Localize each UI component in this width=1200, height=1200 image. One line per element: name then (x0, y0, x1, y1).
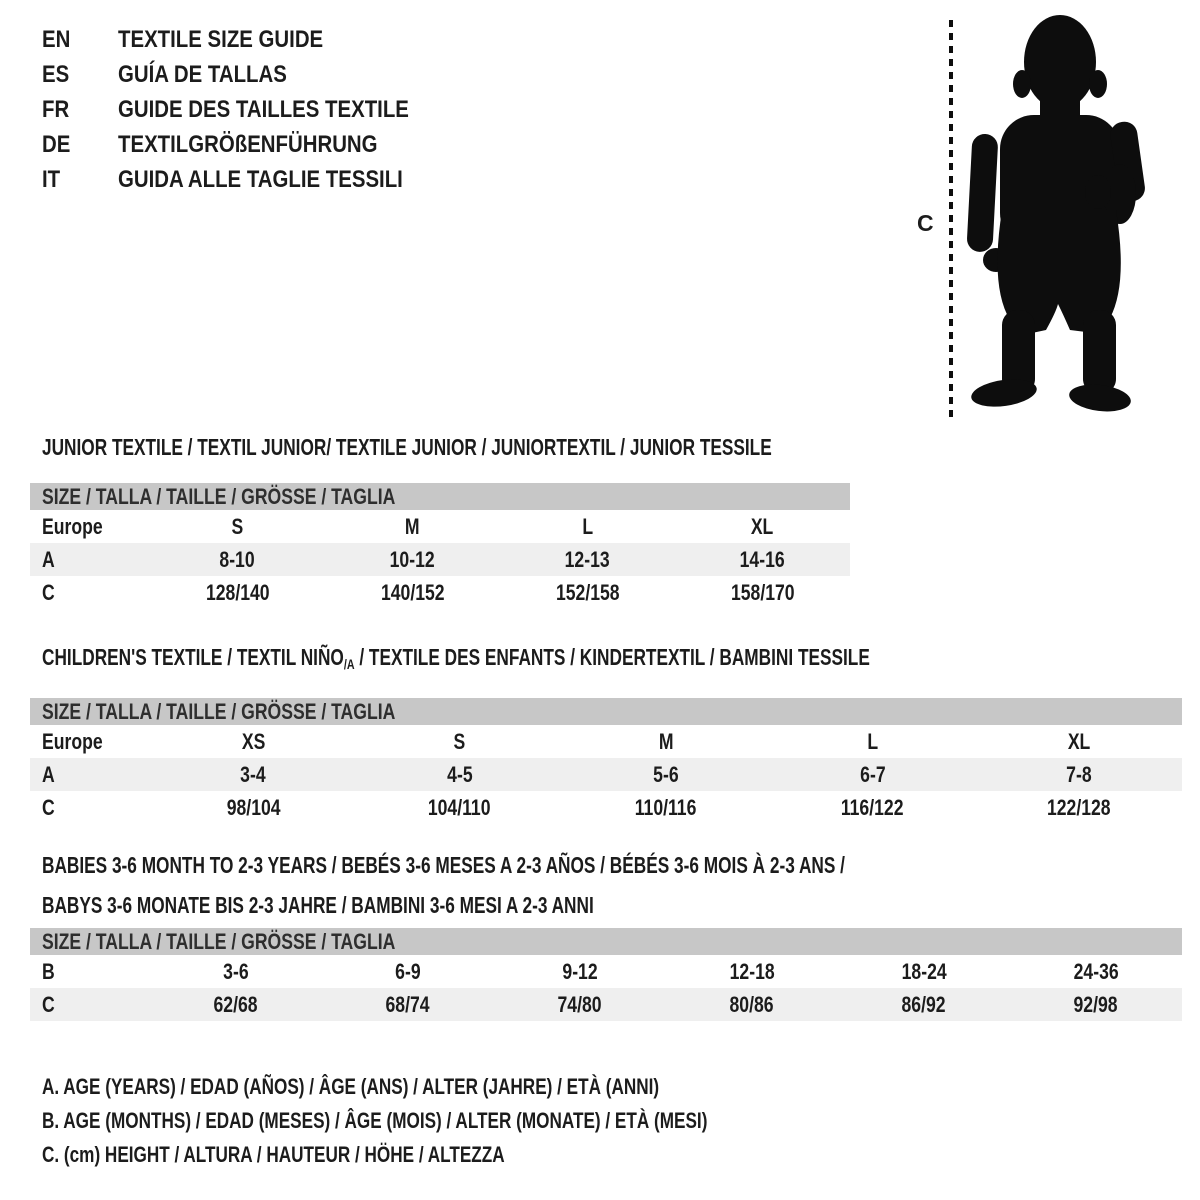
row-label: Europe (42, 728, 103, 754)
lang-code-fr: FR (42, 96, 70, 123)
toddler-silhouette (962, 12, 1147, 417)
table-cell: 12-13 (564, 547, 611, 572)
table-cell: 104/110 (428, 794, 491, 820)
table-cell: 110/116 (635, 794, 697, 820)
lang-row-de (42, 127, 460, 162)
table-cell: 3-6 (223, 959, 249, 984)
table-cell: 10-12 (389, 547, 436, 572)
table-row (30, 758, 1182, 791)
section-junior-title: JUNIOR TEXTILE / TEXTIL JUNIOR/ TEXTILE JUNIOR / JUNIORTEXTIL / JUNIOR TESSILE (42, 434, 772, 460)
table-cell: 4-5 (446, 761, 473, 787)
table-cell: 8-10 (219, 547, 256, 572)
table-cell: M (405, 514, 420, 539)
legend-line-b: B. AGE (MONTHS) / EDAD (MESES) / ÂGE (MOIS) / ALTER (MONATE) / ETÀ (MESI) (42, 1108, 708, 1133)
lang-label-es: GUÍA DE TALLAS (118, 61, 287, 88)
lang-row-en (42, 22, 460, 57)
table-row (30, 725, 1182, 758)
table-cell: XL (1067, 728, 1091, 754)
lang-label-it: GUIDA ALLE TAGLIE TESSILI (118, 166, 403, 193)
table-row (30, 791, 1182, 824)
table-cell: 128/140 (205, 580, 270, 605)
legend (42, 1070, 895, 1172)
table-cell: 14-16 (739, 547, 786, 572)
babies-title-line-1: BABIES 3-6 MONTH TO 2-3 YEARS / BEBÉS 3-6 MESES A 2-3 AÑOS / BÉBÉS 3-6 MOIS À 2-3 ANS / (42, 852, 845, 878)
table-cell: 86/92 (901, 992, 947, 1017)
legend-line-a: A. AGE (YEARS) / EDAD (AÑOS) / ÂGE (ANS) / ALTER (JAHRE) / ETÀ (ANNI) (42, 1074, 660, 1099)
height-measure-label: C (917, 210, 934, 236)
table-cell: 18-24 (901, 959, 947, 984)
lang-code-it: IT (42, 166, 61, 193)
table-cell: L (582, 514, 593, 539)
table-cell: XS (241, 728, 265, 754)
section-children (30, 645, 1182, 824)
row-label: C (42, 992, 55, 1017)
row-label: Europe (42, 514, 103, 539)
junior-size-band: SIZE / TALLA / TAILLE / GRÖSSE / TAGLIA (30, 483, 850, 510)
table-cell: 152/158 (555, 580, 620, 605)
table-cell: L (867, 728, 878, 754)
table-cell: 68/74 (385, 992, 431, 1017)
table-cell: 9-12 (562, 959, 598, 984)
row-label: A (42, 761, 55, 787)
table-row (30, 576, 850, 609)
table-cell: 5-6 (653, 761, 679, 787)
row-label: B (42, 959, 55, 984)
table-cell: 12-18 (729, 959, 775, 984)
lang-label-fr: GUIDE DES TAILLES TEXTILE (118, 96, 409, 123)
lang-label-de: TEXTILGRÖßENFÜHRUNG (118, 131, 378, 158)
language-title-list (42, 22, 460, 197)
table-cell: 116/122 (841, 794, 904, 820)
table-row (30, 543, 850, 576)
lang-row-es (42, 57, 460, 92)
section-children-title: CHILDREN'S TEXTILE / TEXTIL NIÑO/A / TEXTILE DES ENFANTS / KINDERTEXTIL / BAMBINI TESSILE (42, 644, 870, 673)
height-measure-line (949, 20, 953, 417)
lang-code-es: ES (42, 61, 70, 88)
table-row (30, 955, 1182, 988)
table-cell: 98/104 (226, 794, 281, 820)
children-size-table (30, 698, 1182, 824)
lang-code-de: DE (42, 131, 71, 158)
table-row (30, 510, 850, 543)
babies-size-table (30, 928, 1182, 1021)
table-cell: S (453, 728, 466, 754)
section-babies-title (42, 845, 1182, 925)
lang-code-en: EN (42, 26, 71, 53)
table-cell: 7-8 (1066, 761, 1092, 787)
table-cell: 24-36 (1073, 959, 1119, 984)
junior-size-table (30, 483, 850, 609)
table-cell: 158/170 (730, 580, 795, 605)
table-cell: 6-7 (859, 761, 886, 787)
table-cell: 80/86 (729, 992, 775, 1017)
table-cell: 6-9 (395, 959, 421, 984)
table-cell: 62/68 (213, 992, 259, 1017)
children-size-band: SIZE / TALLA / TAILLE / GRÖSSE / TAGLIA (30, 698, 1182, 725)
table-cell: M (658, 728, 674, 754)
table-cell: 92/98 (1073, 992, 1119, 1017)
babies-size-band: SIZE / TALLA / TAILLE / GRÖSSE / TAGLIA (30, 928, 1182, 955)
row-label: A (42, 547, 55, 572)
table-cell: S (231, 514, 244, 539)
table-cell: 122/128 (1047, 794, 1111, 820)
table-cell: 74/80 (557, 992, 603, 1017)
toddler-figure (905, 10, 1165, 422)
lang-row-it (42, 162, 460, 197)
legend-line-c: C. (cm) HEIGHT / ALTURA / HAUTEUR / HÖHE / ALTEZZA (42, 1142, 505, 1167)
table-cell: 3-4 (240, 761, 266, 787)
row-label: C (42, 794, 55, 820)
lang-label-en: TEXTILE SIZE GUIDE (118, 26, 324, 53)
table-row (30, 988, 1182, 1021)
section-junior (30, 435, 850, 609)
table-cell: 140/152 (380, 580, 445, 605)
section-babies (30, 845, 1182, 1021)
babies-title-line-2: BABYS 3-6 MONATE BIS 2-3 JAHRE / BAMBINI 3-6 MESI A 2-3 ANNI (42, 892, 594, 918)
table-cell: XL (751, 514, 774, 539)
row-label: C (42, 580, 55, 605)
nino-a-subscript: /A (343, 656, 355, 673)
lang-row-fr (42, 92, 460, 127)
